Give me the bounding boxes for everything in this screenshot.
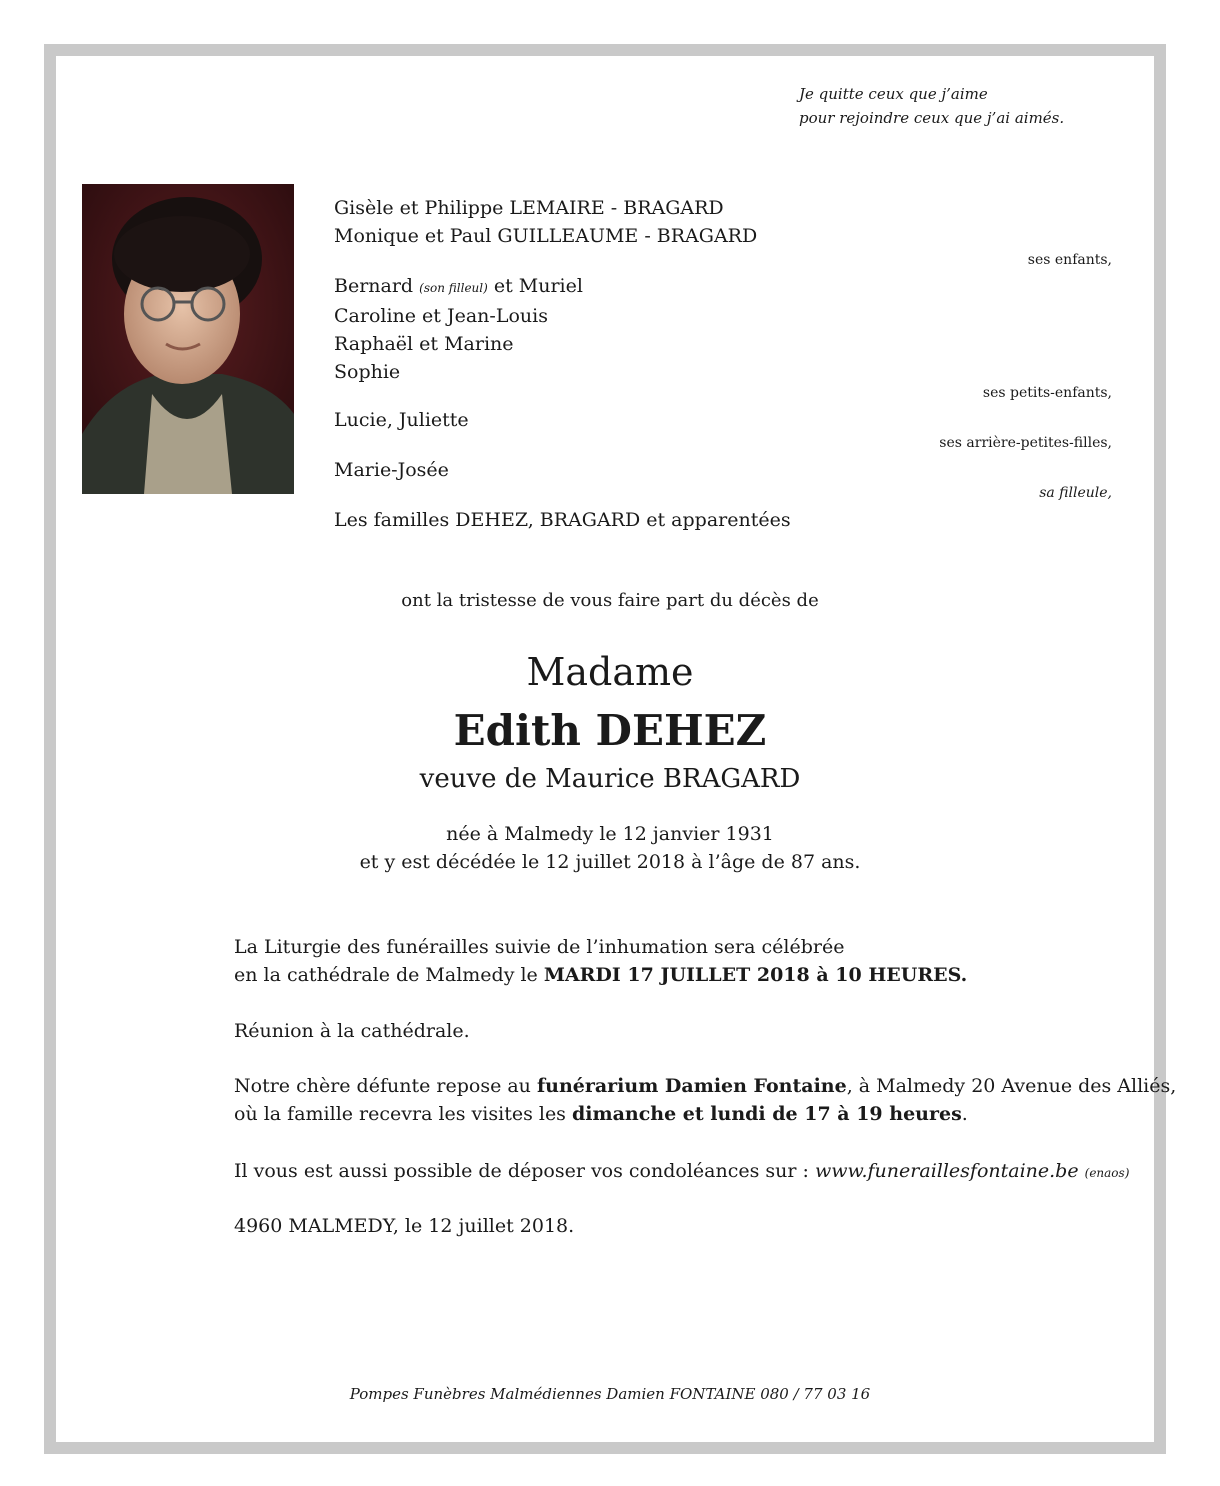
visiting-hours: dimanche et lundi de 17 à 19 heures — [571, 1103, 962, 1125]
announcement-intro: ont la tristesse de vous faire part du décès de — [401, 590, 819, 611]
epigraph-line-2: pour rejoindre ceux que j’ai aimés. — [799, 109, 1065, 127]
deceased-name: Edith DEHEZ — [453, 706, 767, 755]
rest-line-1 — [234, 1072, 1176, 1100]
period: . — [961, 1103, 968, 1125]
widow-of: veuve de Maurice BRAGARD — [419, 764, 801, 794]
godson-note: (son filleul) — [419, 281, 488, 295]
grandchild-line-1 — [334, 272, 583, 302]
grandchild-line-2: Caroline et Jean-Louis — [334, 305, 548, 327]
grandchild-name: Bernard — [334, 275, 414, 297]
grandchild-line-4: Sophie — [334, 361, 401, 383]
funeral-home: funérarium Damien Fontaine — [536, 1075, 847, 1097]
life-dates — [0, 820, 1220, 876]
child-line-2: Monique et Paul GUILLEAUME - BRAGARD — [334, 225, 758, 247]
goddaughter-name: Marie-Josée — [334, 459, 449, 481]
liturgy-line-2 — [234, 961, 967, 989]
rest-line-2 — [234, 1100, 1176, 1128]
liturgy-datetime: MARDI 17 JUILLET 2018 à 10 HEURES. — [543, 964, 968, 986]
great-grandchildren-names: Lucie, Juliette — [334, 409, 469, 431]
families-line: Les familles DEHEZ, BRAGARD et apparentées — [334, 509, 791, 531]
condolences-link[interactable]: www.funeraillesfontaine.be — [814, 1160, 1079, 1182]
rest-paragraph — [234, 1072, 1176, 1128]
birth-line: née à Malmedy le 12 janvier 1931 — [446, 823, 774, 845]
great-grandchildren-label: ses arrière-petites-filles, — [939, 435, 1112, 451]
children-label: ses enfants, — [1027, 252, 1112, 268]
rest-text: Notre chère défunte repose au — [234, 1075, 537, 1097]
condolences-text: Il vous est aussi possible de déposer vos condoléances sur : — [234, 1160, 815, 1182]
epigraph — [799, 82, 1064, 130]
meeting-line: Réunion à la cathédrale. — [234, 1020, 470, 1042]
grandchild-line-3: Raphaël et Marine — [334, 333, 514, 355]
portrait-photo — [82, 184, 294, 494]
footer-funeral-director: Pompes Funèbres Malmédiennes Damien FONTAINE 080 / 77 03 16 — [349, 1385, 871, 1403]
liturgy-place: en la cathédrale de Malmedy le — [234, 964, 544, 986]
liturgy-line-1: La Liturgie des funérailles suivie de l’inhumation sera célébrée — [234, 936, 845, 958]
place-date: 4960 MALMEDY, le 12 juillet 2018. — [234, 1215, 575, 1237]
condolences-line — [234, 1157, 1129, 1187]
epigraph-line-1: Je quitte ceux que j’aime — [799, 85, 988, 103]
grandchildren-names — [334, 272, 583, 386]
grandchildren-label: ses petits-enfants, — [982, 385, 1112, 401]
funeral-home-address: , à Malmedy 20 Avenue des Alliés, — [846, 1075, 1177, 1097]
honorific: Madame — [526, 650, 694, 694]
grandchild-partner: et Muriel — [493, 275, 583, 297]
liturgy-paragraph — [234, 933, 967, 989]
children-names — [334, 194, 757, 250]
goddaughter-label: sa filleule, — [1039, 485, 1112, 501]
visits-text: où la famille recevra les visites les — [234, 1103, 572, 1125]
child-line-1: Gisèle et Philippe LEMAIRE - BRAGARD — [334, 197, 724, 219]
death-line: et y est décédée le 12 juillet 2018 à l’âge de 87 ans. — [359, 851, 861, 873]
condolences-note: (enaos) — [1084, 1166, 1130, 1180]
